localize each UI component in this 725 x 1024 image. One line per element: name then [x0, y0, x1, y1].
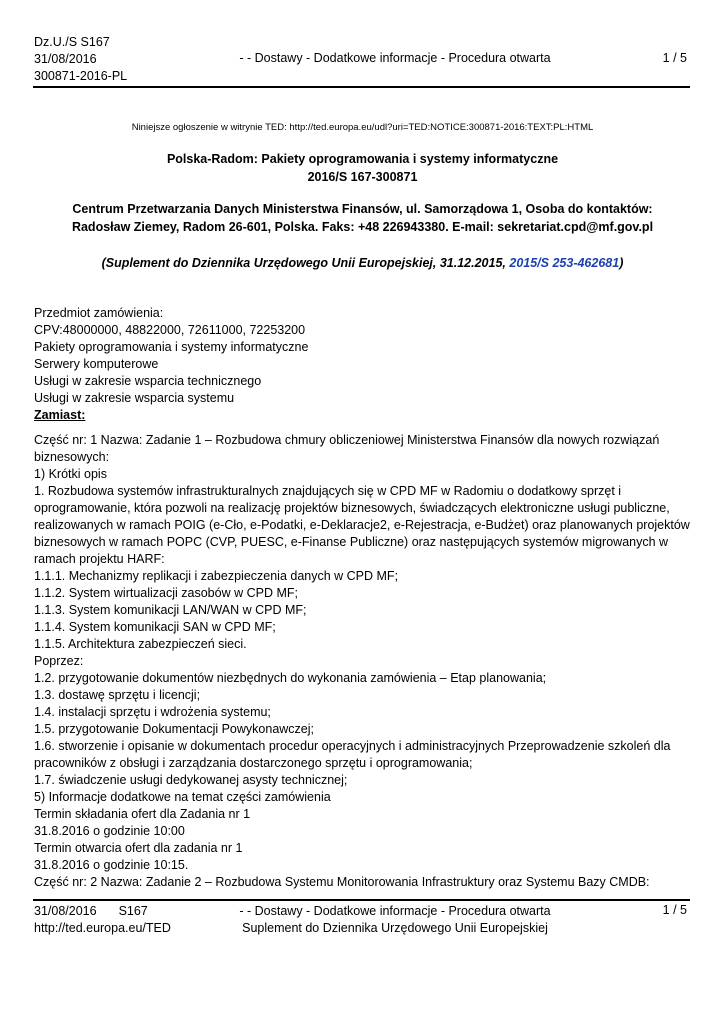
- subject-line: Usługi w zakresie wsparcia technicznego: [34, 374, 262, 388]
- footer-date: 31/08/2016: [34, 904, 97, 918]
- subject-line: Usługi w zakresie wsparcia systemu: [34, 391, 235, 405]
- header-meta: [34, 34, 127, 85]
- content-line: 1.6. stworzenie i opisanie w dokumentach procedur operacyjnych i administracyjnych Przeprowadzenie szkoleń dla: [34, 739, 671, 753]
- content-line: oprogramowanie, która pozwoli na realizację projektów biznesowych, świadczących elektroniczne usługi publiczne,: [34, 501, 670, 515]
- content-line: Termin otwarcia ofert dla zadania nr 1: [34, 841, 243, 855]
- content-line: 1.1.2. System wirtualizacji zasobów w CPD MF;: [34, 586, 298, 600]
- header-title: - - Dostawy - Dodatkowe informacje - Procedura otwarta: [239, 51, 551, 65]
- content-line: Poprzez:: [34, 654, 84, 668]
- footer-divider: [33, 899, 690, 901]
- contracting-line1: Centrum Przetwarzania Danych Ministerstwa Finansów, ul. Samorządowa 1, Osoba do kontaktów:: [72, 202, 653, 216]
- notice-title-line2: 2016/S 167-300871: [307, 170, 418, 184]
- content-line: 1.1.3. System komunikacji LAN/WAN w CPD MF;: [34, 603, 307, 617]
- ted-notice-link[interactable]: Niniejsze ogłoszenie w witrynie TED: http://ted.europa.eu/udl?uri=TED:NOTICE:300871-2016:TEXT:PL:HTML: [131, 122, 594, 133]
- footer-meta: [34, 903, 171, 937]
- content-line: ramach projektu HARF:: [34, 552, 165, 566]
- content-line: 1) Krótki opis: [34, 467, 107, 481]
- notice-title-line1: Polska-Radom: Pakiety oprogramowania i systemy informatyczne: [166, 152, 559, 166]
- footer-url[interactable]: http://ted.europa.eu/TED: [34, 921, 171, 935]
- content-line: 1.1.1. Mechanizmy replikacji i zabezpieczenia danych w CPD MF;: [34, 569, 399, 583]
- content-line: 1.1.4. System komunikacji SAN w CPD MF;: [34, 620, 276, 634]
- subject-line: Pakiety oprogramowania i systemy informatyczne: [34, 340, 309, 354]
- footer-title: - - Dostawy - Dodatkowe informacje - Procedura otwarta: [239, 904, 551, 918]
- instead-heading: Zamiast:: [34, 408, 86, 422]
- contracting-line2: Radosław Ziemey, Radom 26-601, Polska. Faks: +48 226943380. E-mail: sekretariat.cpd@mf.gov.pl: [71, 220, 654, 234]
- content-line: 1.3. dostawę sprzętu i licencji;: [34, 688, 201, 702]
- content-line: 1. Rozbudowa systemów infrastrukturalnych znajdujących się w CPD MF w Radomiu o dodatkowy sprzęt i: [34, 484, 622, 498]
- content-line: pracowników z obsługi i zarządzania dostarczonego sprzętu i oprogramowania;: [34, 756, 473, 770]
- content-line: 1.1.5. Architektura zabezpieczeń sieci.: [34, 637, 247, 651]
- supplement-prefix: (Suplement do Dziennika Urzędowego Unii Europejskiej, 31.12.2015,: [101, 256, 510, 270]
- content-line: realizowanych w ramach POIG (e-Cło, e-Podatki, e-Deklaracje2, e-Rejestracja, e-Budżet) oraz planowanych projektów: [34, 518, 690, 532]
- subject-line: Serwery komputerowe: [34, 357, 159, 371]
- notice-title: [40, 150, 685, 186]
- content-line: Część nr: 2 Nazwa: Zadanie 2 – Rozbudowa Systemu Monitorowania Infrastruktury oraz Systemu Bazy CMDB:: [34, 875, 650, 889]
- footer-subtitle: Suplement do Dziennika Urzędowego Unii Europejskiej: [242, 921, 548, 935]
- content-line: biznesowych:: [34, 450, 110, 464]
- content-line: 5) Informacje dodatkowe na temat części zamówienia: [34, 790, 331, 804]
- footer-title-block: [220, 903, 570, 937]
- content-line: 1.7. świadczenie usługi dedykowanej asysty technicznej;: [34, 773, 348, 787]
- header-date: 31/08/2016: [34, 52, 97, 66]
- subject-line: Przedmiot zamówienia:: [34, 306, 164, 320]
- content-line: biznesowych w ramach POPC (CVP, PUESC, e-Finanse Publiczne) oraz następujących systemów migrowanych w: [34, 535, 669, 549]
- content-line: 31.8.2016 o godzinie 10:00: [34, 824, 185, 838]
- content-line: Termin składania ofert dla Zadania nr 1: [34, 807, 251, 821]
- subject-line: CPV:48000000, 48822000, 72611000, 72253200: [34, 323, 306, 337]
- header-ref: Dz.U./S S167: [34, 35, 110, 49]
- content-section: [34, 432, 694, 891]
- header-number: 300871-2016-PL: [34, 69, 128, 83]
- footer-ref: S167: [118, 904, 148, 918]
- content-line: Część nr: 1 Nazwa: Zadanie 1 – Rozbudowa chmury obliczeniowej Ministerstwa Finansów dla nowych rozwiązań: [34, 433, 660, 447]
- subject-section: [34, 305, 694, 424]
- content-line: 31.8.2016 o godzinie 10:15.: [34, 858, 189, 872]
- supplement-reference: [40, 254, 685, 272]
- supplement-suffix: ): [619, 256, 624, 270]
- supplement-ref-link[interactable]: 2015/S 253-462681: [509, 256, 620, 270]
- header-divider: [33, 86, 690, 88]
- contracting-authority: [40, 200, 685, 236]
- footer-page: 1 / 5: [662, 903, 687, 917]
- content-line: 1.5. przygotowanie Dokumentacji Powykonawczej;: [34, 722, 314, 736]
- header-page: 1 / 5: [662, 51, 687, 65]
- content-line: 1.2. przygotowanie dokumentów niezbędnych do wykonania zamówienia – Etap planowania;: [34, 671, 547, 685]
- content-line: 1.4. instalacji sprzętu i wdrożenia systemu;: [34, 705, 271, 719]
